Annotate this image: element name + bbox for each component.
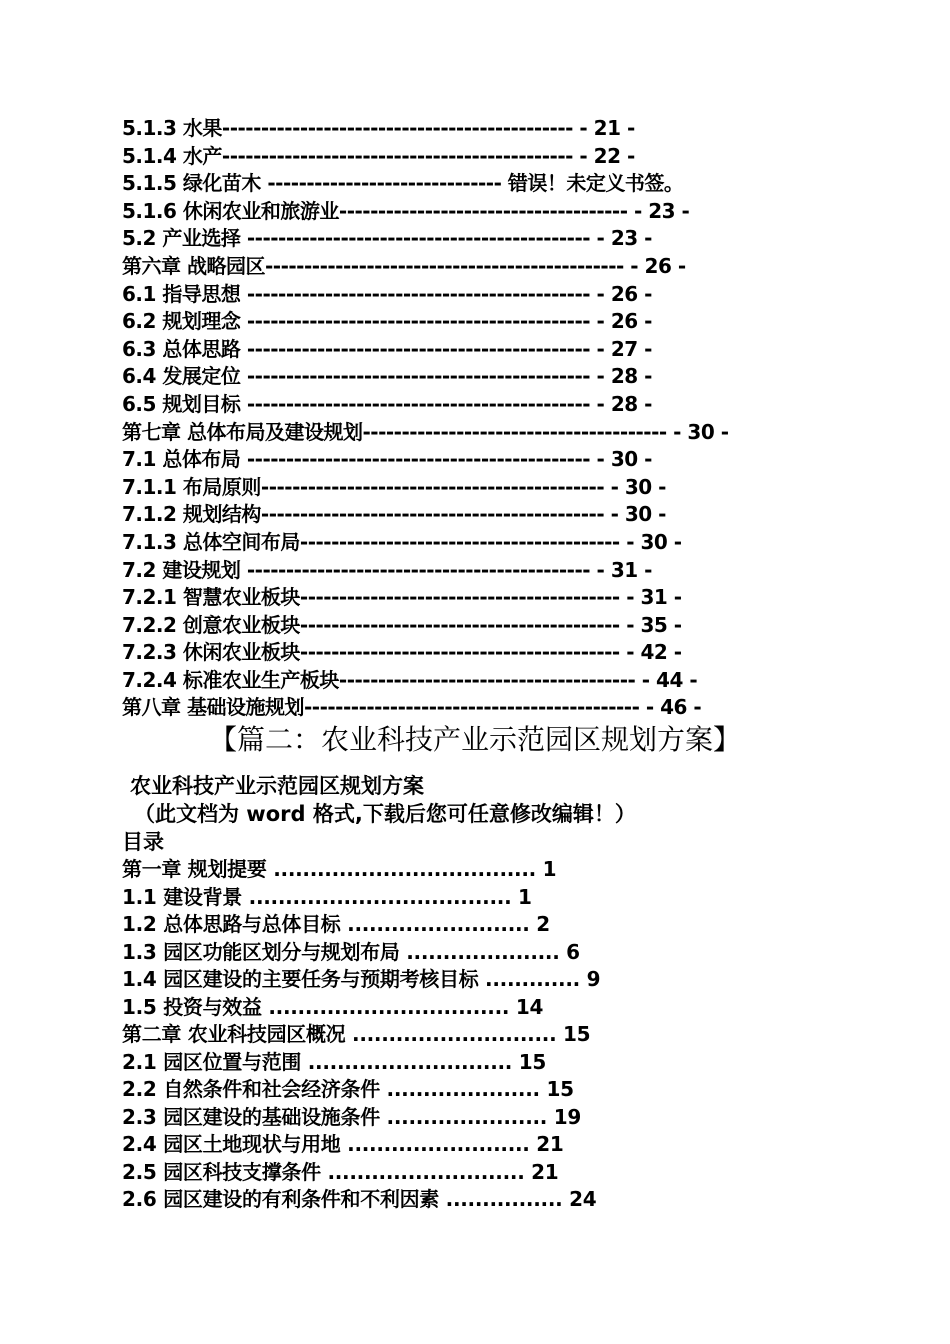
toc-part1 bbox=[122, 115, 842, 722]
toc-entry[interactable]: 7.2.4 标准农业生产板块-------------------------------------- - 44 - bbox=[122, 667, 698, 692]
toc-entry[interactable]: 5.1.3 水果--------------------------------------------- - 21 - bbox=[122, 116, 635, 140]
toc-entry[interactable]: 7.1.3 总体空间布局----------------------------------------- - 30 - bbox=[122, 529, 682, 554]
toc-chapter-entry[interactable]: 第八章 基础设施规划------------------------------------------- - 46 - bbox=[122, 695, 702, 720]
toc-chapter-entry[interactable]: 第二章 农业科技园区概况 ............................ 15 bbox=[122, 1022, 591, 1046]
toc-entry[interactable]: 7.1 总体布局 -------------------------------------------- - 30 - bbox=[122, 447, 652, 472]
part2-section bbox=[122, 772, 822, 1214]
toc-chapter-entry[interactable]: 第一章 规划提要 .................................... 1 bbox=[122, 857, 557, 881]
toc-label: 目录 bbox=[122, 830, 164, 854]
toc-entry[interactable]: 2.2 自然条件和社会经济条件 ..................... 15 bbox=[122, 1077, 574, 1101]
part2-heading: 【篇二：农业科技产业示范园区规划方案】 bbox=[208, 723, 741, 756]
toc-entry[interactable]: 2.3 园区建设的基础设施条件 ...................... 19 bbox=[122, 1104, 581, 1129]
toc-entry[interactable]: 6.3 总体思路 -------------------------------------------- - 27 - bbox=[122, 336, 652, 361]
toc-entry[interactable]: 1.3 园区功能区划分与规划布局 ..................... 6 bbox=[122, 939, 580, 964]
toc-entry[interactable]: 6.5 规划目标 -------------------------------------------- - 28 - bbox=[122, 391, 652, 416]
toc-entry[interactable]: 7.2.3 休闲农业板块----------------------------------------- - 42 - bbox=[122, 640, 682, 665]
toc-chapter-entry[interactable]: 第六章 战略园区---------------------------------------------- - 26 - bbox=[122, 253, 686, 278]
toc-entry[interactable]: 2.6 园区建设的有利条件和不利因素 ................ 24 bbox=[122, 1187, 597, 1211]
toc-entry[interactable]: 5.1.4 水产--------------------------------------------- - 22 - bbox=[122, 143, 635, 168]
doc-title: 农业科技产业示范园区规划方案 bbox=[130, 774, 424, 798]
toc-entry[interactable]: 2.4 园区土地现状与用地 ......................... 21 bbox=[122, 1132, 564, 1156]
toc-entry[interactable]: 1.5 投资与效益 ................................. 14 bbox=[122, 994, 544, 1019]
toc-entry[interactable]: 6.2 规划理念 -------------------------------------------- - 26 - bbox=[122, 309, 652, 334]
toc-entry[interactable]: 1.4 园区建设的主要任务与预期考核目标 ............. 9 bbox=[122, 967, 601, 991]
toc-entry[interactable]: 5.1.5 绿化苗木 ------------------------------ 错误！未定义书签。 bbox=[122, 171, 684, 196]
toc-part2 bbox=[122, 856, 822, 1214]
toc-entry[interactable]: 5.2 产业选择 -------------------------------------------- - 23 - bbox=[122, 226, 652, 251]
toc-entry[interactable]: 2.5 园区科技支撑条件 ........................... 21 bbox=[122, 1159, 559, 1184]
toc-entry[interactable]: 1.1 建设背景 .................................... 1 bbox=[122, 884, 532, 909]
toc-entry[interactable]: 1.2 总体思路与总体目标 ......................... 2 bbox=[122, 912, 550, 936]
toc-entry[interactable]: 6.1 指导思想 -------------------------------------------- - 26 - bbox=[122, 281, 652, 306]
toc-entry[interactable]: 6.4 发展定位 -------------------------------------------- - 28 - bbox=[122, 364, 652, 389]
toc-chapter-entry[interactable]: 第七章 总体布局及建设规划--------------------------------------- - 30 - bbox=[122, 419, 729, 444]
toc-entry[interactable]: 7.2 建设规划 -------------------------------------------- - 31 - bbox=[122, 557, 652, 582]
toc-entry[interactable]: 7.2.2 创意农业板块----------------------------------------- - 35 - bbox=[122, 612, 682, 637]
toc-entry[interactable]: 7.1.1 布局原则-------------------------------------------- - 30 - bbox=[122, 474, 666, 499]
toc-entry[interactable]: 2.1 园区位置与范围 ............................ 15 bbox=[122, 1049, 546, 1074]
toc-entry[interactable]: 7.1.2 规划结构-------------------------------------------- - 30 - bbox=[122, 502, 666, 527]
toc-entry[interactable]: 7.2.1 智慧农业板块----------------------------------------- - 31 - bbox=[122, 585, 682, 610]
toc-entry[interactable]: 5.1.6 休闲农业和旅游业------------------------------------- - 23 - bbox=[122, 198, 690, 223]
doc-note: （此文档为 word 格式,下载后您可任意修改编辑！） bbox=[134, 802, 636, 826]
